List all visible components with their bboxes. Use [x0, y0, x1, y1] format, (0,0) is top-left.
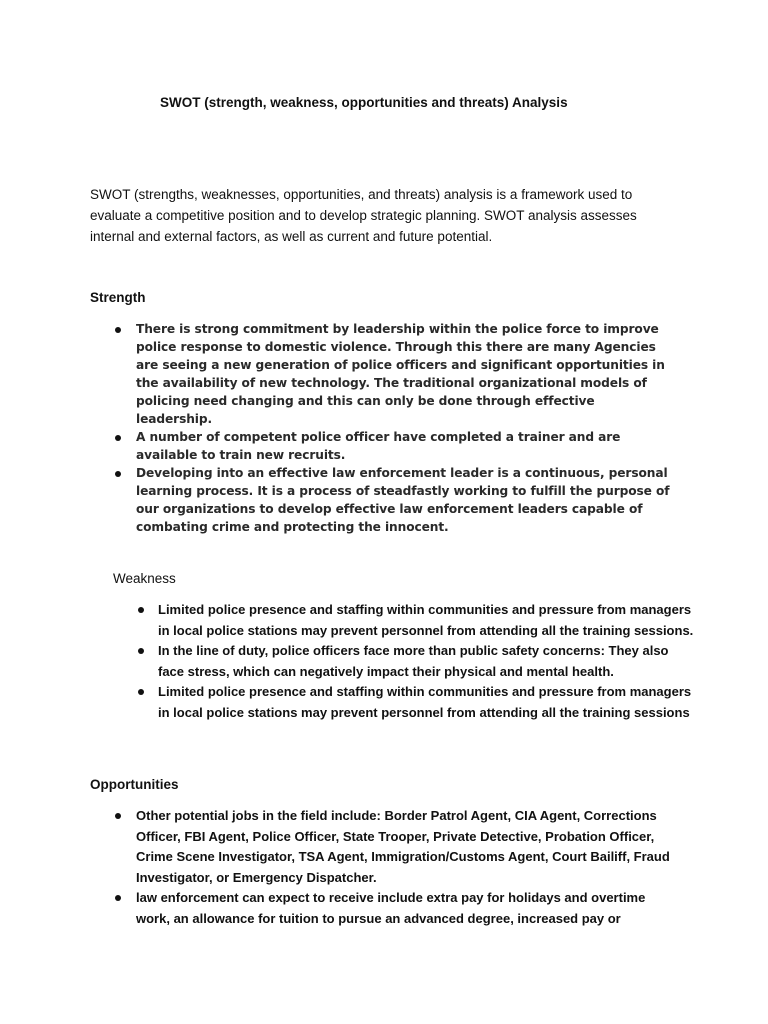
list-item: A number of competent police officer have completed a trainer and are available to train new recruits. — [113, 428, 673, 464]
bullet-icon — [138, 607, 144, 613]
list-item: Limited police presence and staffing within communities and pressure from managers in local police stations may prevent personnel from attending all the training sessions — [136, 682, 696, 723]
bullet-icon — [138, 648, 144, 654]
strength-heading: Strength — [90, 290, 146, 305]
list-item: law enforcement can expect to receive include extra pay for holidays and overtime work, an allowance for tuition to pursue an advanced degree, increased pay or — [113, 888, 673, 929]
bullet-icon — [115, 471, 121, 477]
list-item: Other potential jobs in the field include: Border Patrol Agent, CIA Agent, Corrections Officer, FBI Agent, Police Officer, State Trooper, Private Detective, Probation Officer, Crime Scene Investigator, TSA Agent, Immigration/Customs Agent, Court Bailiff, Fraud Investigator, or Emergency Dispatcher. — [113, 806, 673, 888]
list-item: There is strong commitment by leadership within the police force to improve police response to domestic violence. Through this there are many Agencies are seeing a new generation of police officers and significant opportunities in the availability of new technology. The traditional organizational models of policing need changing and this can only be done through effective leadership. — [113, 320, 673, 428]
list-item: Developing into an effective law enforcement leader is a continuous, personal learning process. It is a process of steadfastly working to fulfill the purpose of our organizations to develop effective law enforcement leaders capable of combating crime and protecting the innocent. — [113, 464, 673, 536]
weakness-list — [136, 600, 696, 723]
bullet-icon — [115, 327, 121, 333]
opportunities-heading: Opportunities — [90, 777, 179, 792]
bullet-icon — [115, 813, 121, 819]
bullet-icon — [115, 435, 121, 441]
intro-paragraph: SWOT (strengths, weaknesses, opportunities, and threats) analysis is a framework used to evaluate a competitive position and to develop strategic planning. SWOT analysis assesses internal and external factors, as well as current and future potential. — [90, 187, 637, 244]
opportunities-list — [113, 806, 673, 929]
bullet-icon — [138, 689, 144, 695]
list-item: Limited police presence and staffing within communities and pressure from managers in local police stations may prevent personnel from attending all the training sessions. — [136, 600, 696, 641]
list-item: In the line of duty, police officers face more than public safety concerns: They also face stress, which can negatively impact their physical and mental health. — [136, 641, 696, 682]
weakness-heading: Weakness — [113, 571, 176, 586]
bullet-icon — [115, 895, 121, 901]
document-title: SWOT (strength, weakness, opportunities and threats) Analysis — [160, 95, 568, 110]
strength-list — [113, 320, 673, 536]
